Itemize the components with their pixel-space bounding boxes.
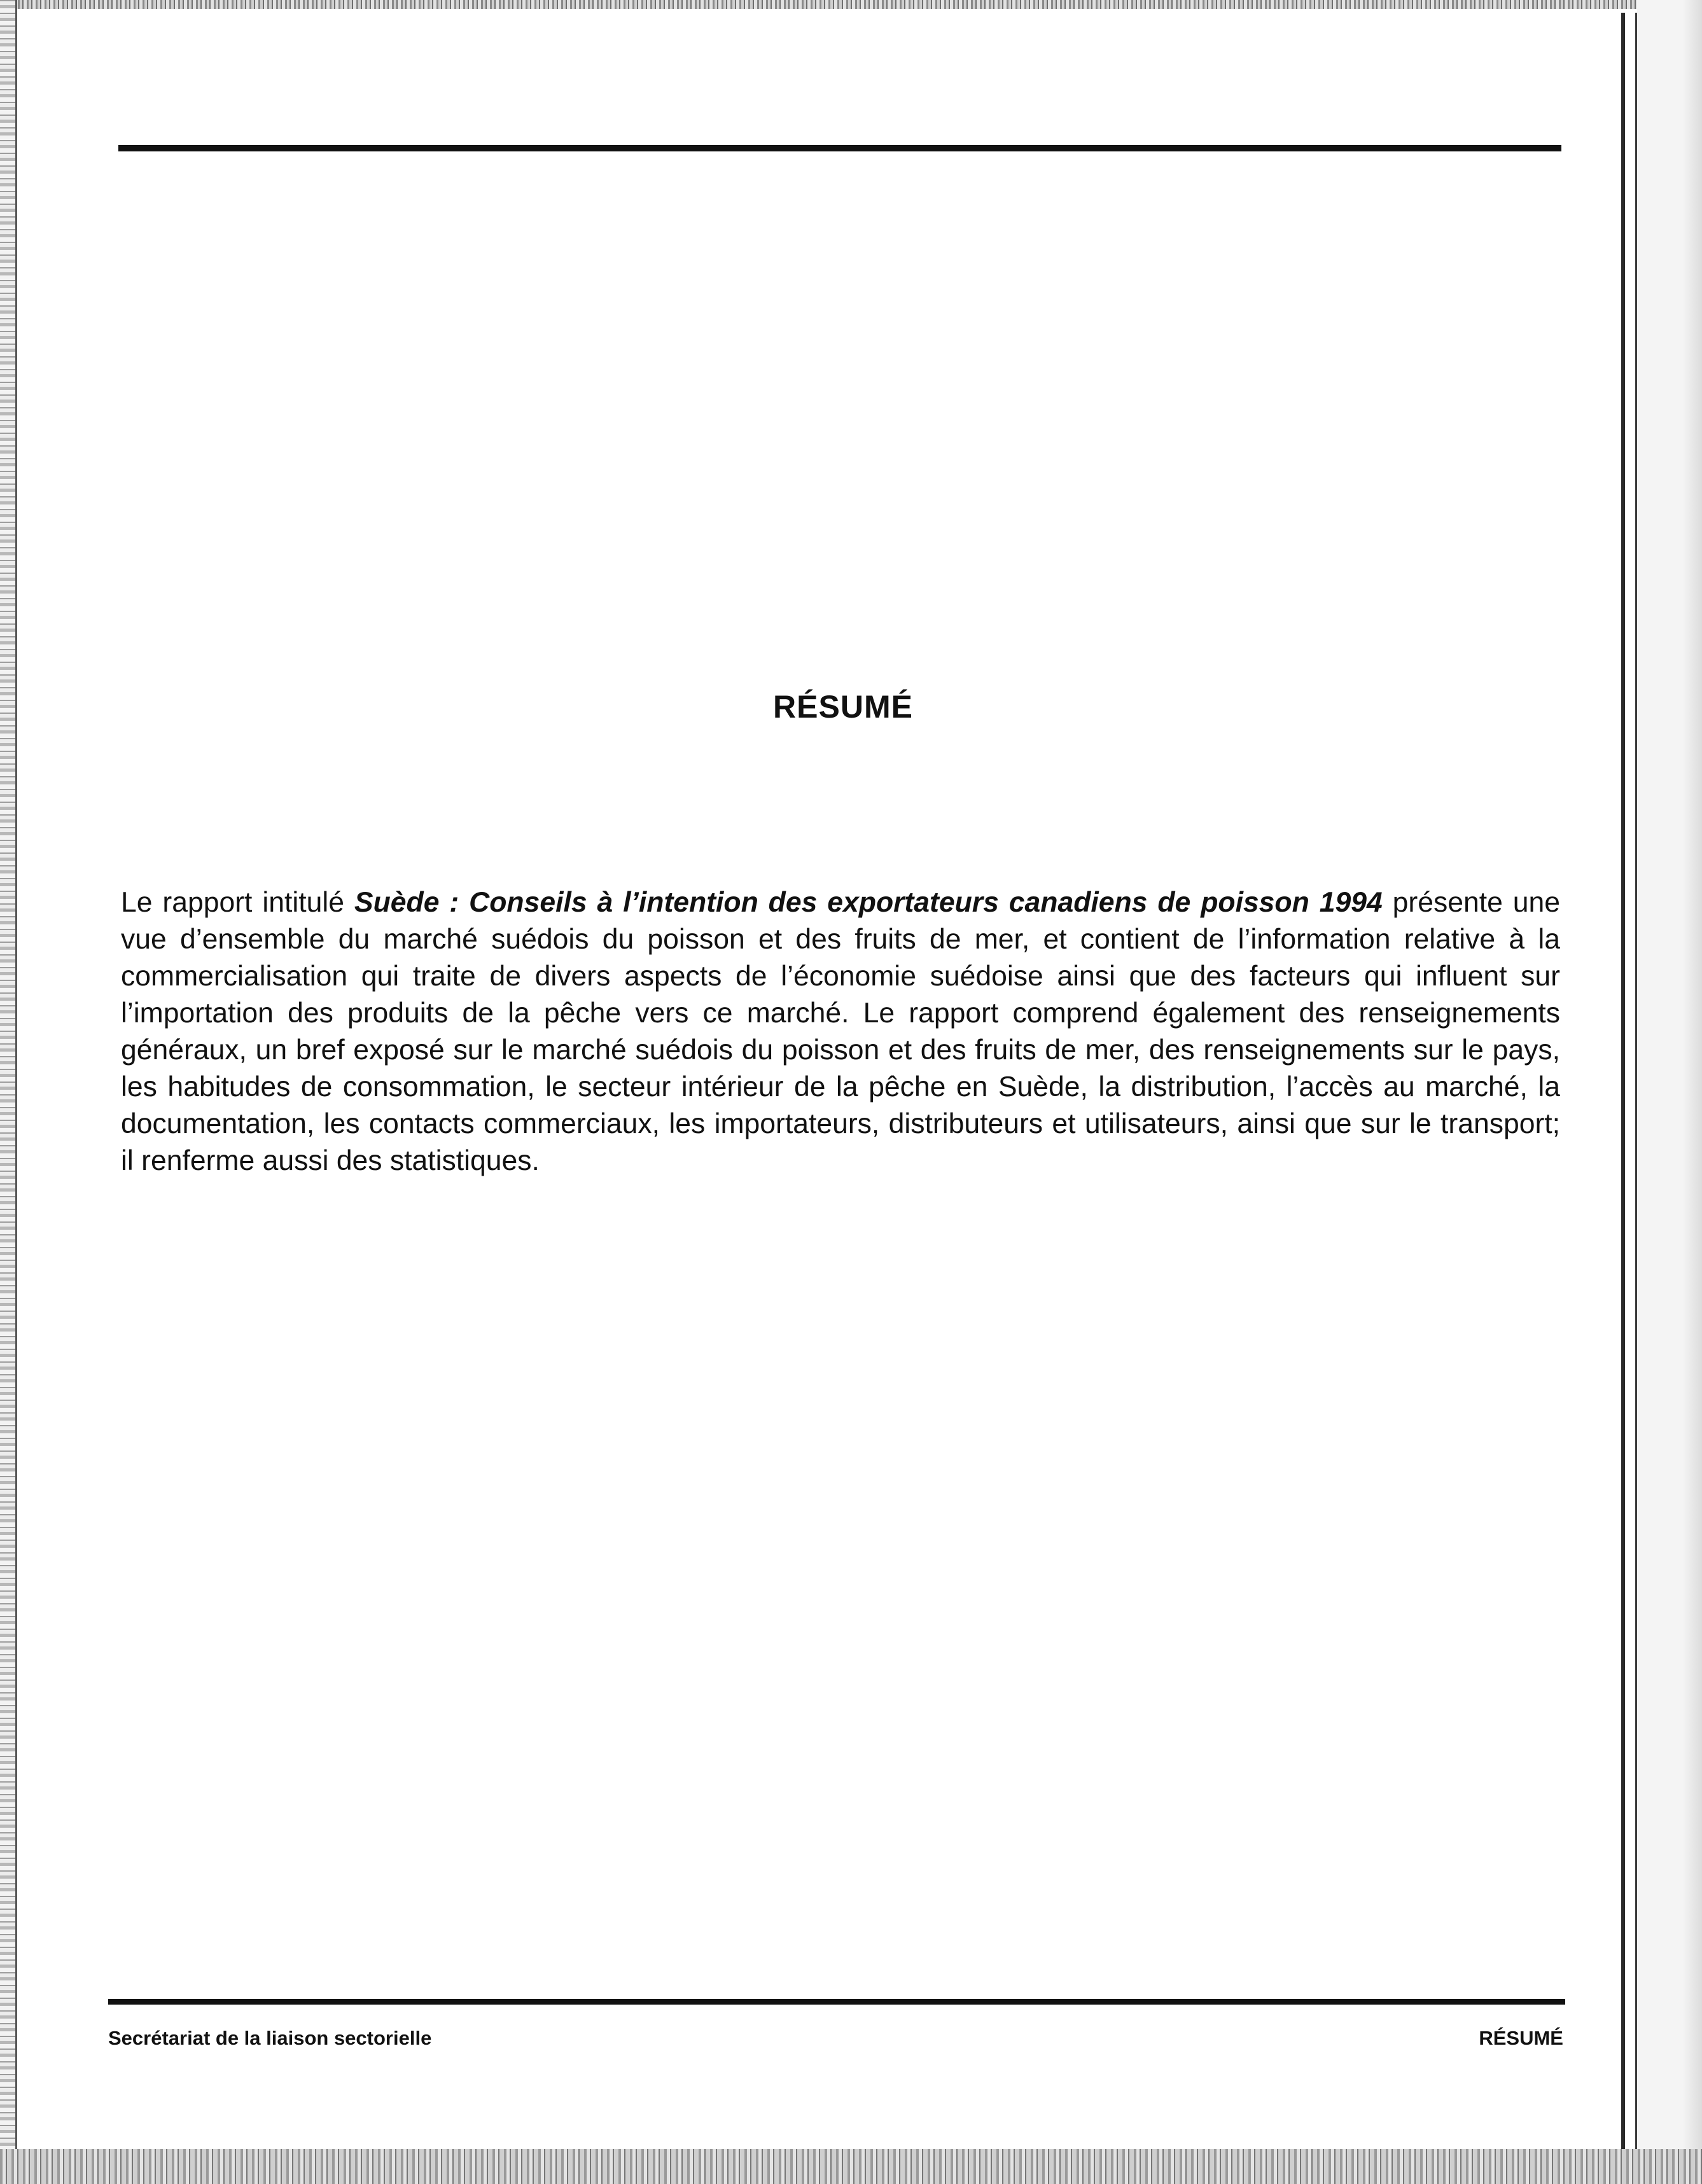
binding-line xyxy=(1635,13,1637,2150)
scan-edge-left xyxy=(0,0,15,2184)
binding-line xyxy=(1621,13,1625,2150)
scan-edge-left-line xyxy=(15,0,17,2184)
scan-edge-top xyxy=(0,0,1702,9)
summary-paragraph xyxy=(121,884,1560,1179)
summary-text: présente une vue d’ensemble du marché suédois du poisson et des fruits de mer, et contient de l’information relative à la commercialisation qui traite de divers aspects de l’économie suédoise ainsi que des facteurs qui influent sur l’importation des produits de la pêche vers ce marché. Le rapport comprend également des renseignements généraux, un bref exposé sur le marché suédois du poisson et des fruits de mer, des renseignements sur le pays, les habitudes de consommation, le secteur intérieur de la pêche en Suède, la distribution, l’accès au marché, la documentation, les contacts commerciaux, les importateurs, distributeurs et utilisateurs, ainsi que sur le transport; il renferme aussi des statistiques. xyxy=(121,887,1560,1176)
footer-organization: Secrétariat de la liaison sectorielle xyxy=(108,2027,432,2049)
report-title: Suède : Conseils à l’intention des exportateurs canadiens de poisson 1994 xyxy=(354,887,1383,918)
scan-edge-bottom xyxy=(0,2149,1702,2184)
summary-intro: Le rapport intitulé xyxy=(121,887,354,918)
binding-edge-right xyxy=(1637,0,1702,2184)
page-title: RÉSUMÉ xyxy=(773,689,913,725)
footer-rule xyxy=(108,1999,1565,2005)
footer-section-label: RÉSUMÉ xyxy=(1479,2027,1563,2049)
header-rule xyxy=(118,145,1561,151)
